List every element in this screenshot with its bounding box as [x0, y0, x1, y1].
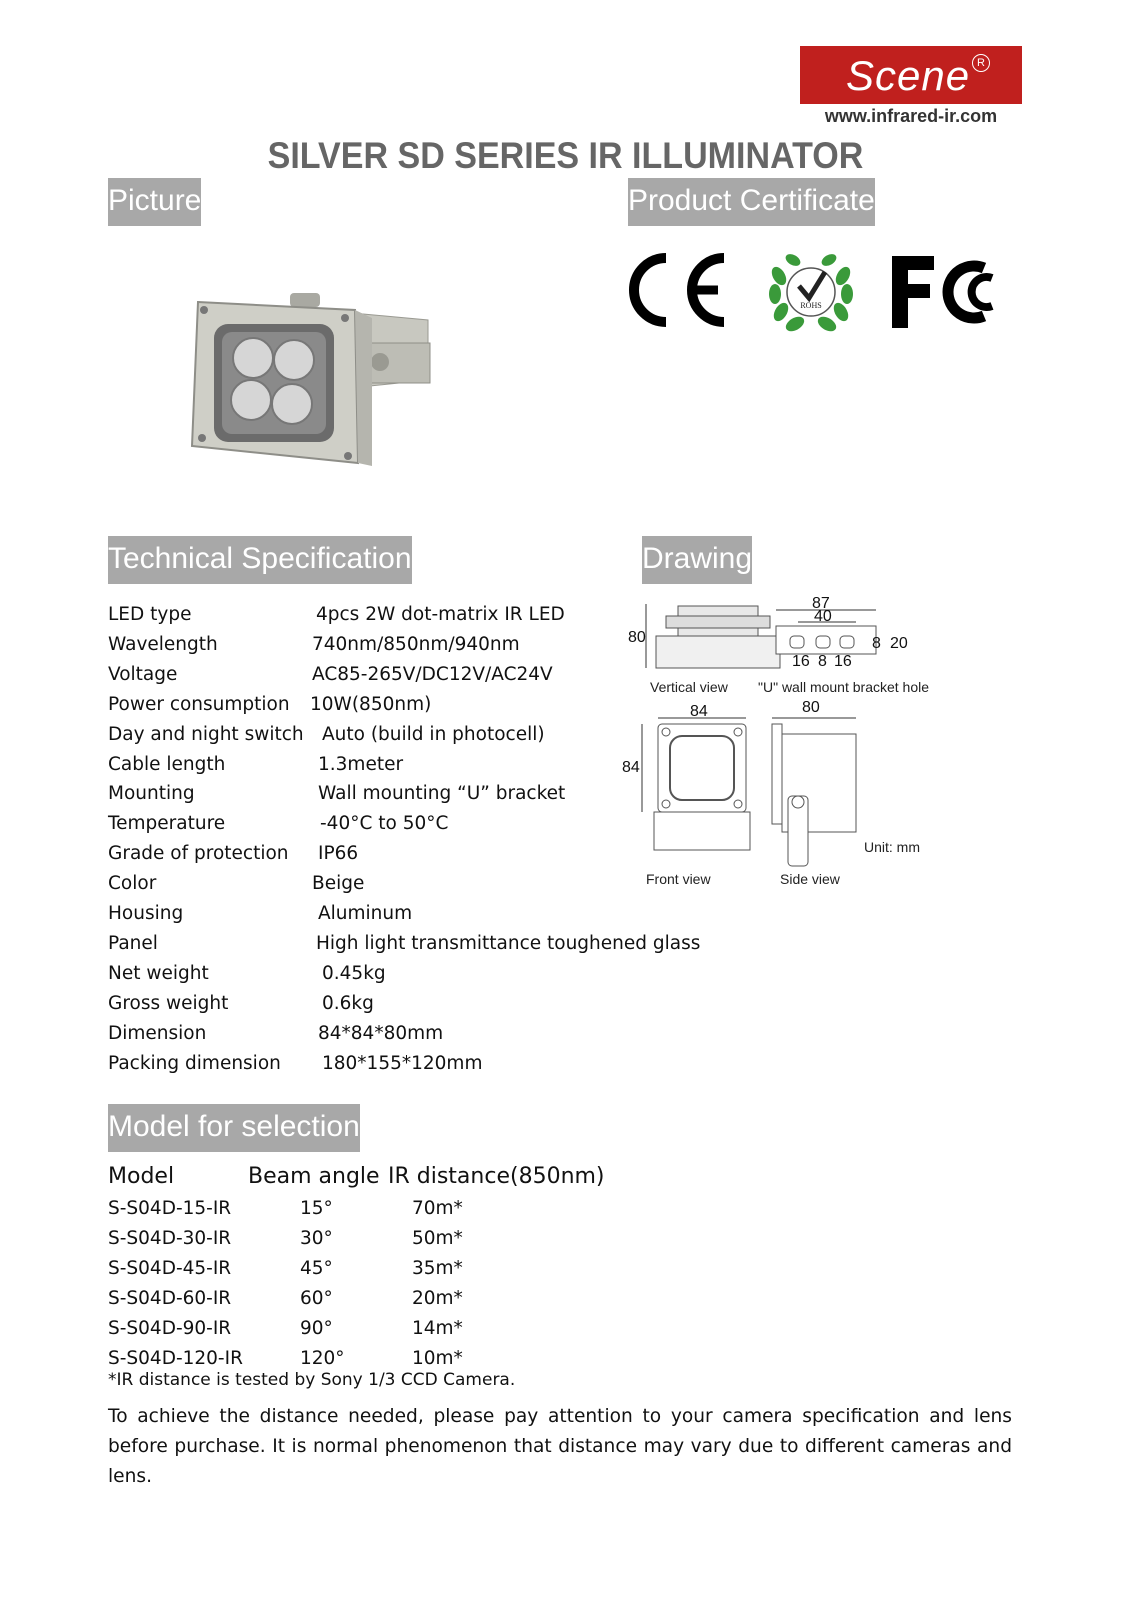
spec-label: Power consumption [108, 693, 290, 715]
model-header: IR distance(850nm) [388, 1164, 605, 1189]
spec-label: Cable length [108, 753, 226, 775]
spec-value: 180*155*120mm [322, 1052, 483, 1074]
model-name: S-S04D-60-IR [108, 1287, 232, 1309]
spec-value: Wall mounting “U” bracket [318, 783, 566, 805]
ir-distance: 50m* [412, 1227, 463, 1249]
spec-value: -40°C to 50°C [320, 813, 449, 835]
model-header: Beam angle [248, 1164, 380, 1189]
page-title: SILVER SD SERIES IR ILLUMINATOR [267, 135, 864, 176]
model-name: S-S04D-120-IR [108, 1347, 243, 1369]
dim-bracket-s3: 16 [834, 653, 852, 670]
beam-angle: 90° [300, 1317, 333, 1339]
label-front-view: Front view [646, 871, 711, 887]
spec-label: Mounting [108, 783, 195, 805]
section-certificate: Product Certificate [628, 178, 875, 226]
spec-label: LED type [108, 604, 192, 625]
spec-label: Packing dimension [108, 1052, 281, 1074]
paragraph: To achieve the distance needed, please pay attention to your camera specification and lens before purchase. It is normal phenomenon that distance may vary due to different cameras and lens. [108, 1406, 1012, 1487]
spec-value: 0.45kg [322, 962, 386, 984]
dim-bracket-s2: 8 [818, 653, 827, 670]
spec-value: Aluminum [318, 903, 413, 924]
dim-vertical-height: 80 [628, 629, 646, 646]
brand-url: www.infrared-ir.com [824, 106, 998, 126]
ir-distance: 10m* [412, 1347, 463, 1369]
spec-value: 740nm/850nm/940nm [312, 633, 520, 655]
registered-mark: R [972, 54, 990, 72]
beam-angle: 15° [300, 1198, 333, 1219]
beam-angle: 120° [300, 1347, 345, 1369]
spec-value: Auto (build in photocell) [322, 723, 545, 745]
dim-bracket-s1: 16 [792, 653, 810, 670]
spec-label: Temperature [108, 813, 226, 835]
spec-value: High light transmittance toughened glass [316, 932, 701, 954]
rohs-mark-icon [765, 246, 857, 334]
spec-value: Beige [312, 873, 365, 895]
dim-bracket-h2: 20 [890, 635, 908, 652]
spec-value: 1.3meter [318, 753, 404, 775]
spec-value: 84*84*80mm [318, 1022, 444, 1044]
dim-front-height: 84 [622, 759, 640, 776]
spec-label: Color [108, 873, 157, 895]
model-name: S-S04D-45-IR [108, 1257, 232, 1279]
spec-label: Net weight [108, 962, 209, 984]
spec-value: 10W(850nm) [310, 693, 432, 715]
spec-label: Voltage [108, 663, 178, 685]
spec-value: AC85-265V/DC12V/AC24V [312, 663, 553, 685]
spec-label: Housing [108, 903, 184, 924]
rohs-text: ROHS [800, 301, 822, 310]
dim-bracket-h1: 8 [872, 635, 881, 652]
spec-label: Grade of protection [108, 843, 289, 865]
ir-distance: 14m* [412, 1317, 463, 1339]
label-vertical-view: Vertical view [650, 679, 728, 695]
brand-logo: Scene [846, 52, 971, 99]
spec-label: Gross weight [108, 992, 229, 1014]
beam-angle: 30° [300, 1227, 333, 1249]
spec-label: Day and night switch [108, 723, 304, 745]
spec-value: 4pcs 2W dot-matrix IR LED [316, 604, 565, 625]
section-tech-spec: Technical Specification [108, 536, 412, 584]
model-name: S-S04D-15-IR [108, 1198, 232, 1219]
ir-distance: 20m* [412, 1287, 463, 1309]
dim-bracket-width: 87 [812, 595, 830, 612]
model-header: Model [108, 1164, 175, 1189]
spec-label: Wavelength [108, 633, 218, 655]
model-name: S-S04D-30-IR [108, 1227, 232, 1249]
dim-side-depth: 80 [802, 699, 820, 716]
dim-front-width: 84 [690, 703, 708, 720]
spec-value: IP66 [318, 843, 359, 865]
model-name: S-S04D-90-IR [108, 1317, 232, 1339]
spec-value: 0.6kg [322, 992, 374, 1014]
beam-angle: 45° [300, 1257, 333, 1279]
fcc-mark-icon [888, 252, 1008, 332]
spec-label: Panel [108, 932, 158, 954]
section-picture: Picture [108, 178, 201, 226]
spec-label: Dimension [108, 1022, 207, 1044]
section-drawing: Drawing [642, 536, 752, 584]
label-unit: Unit: mm [864, 839, 920, 855]
label-side-view: Side view [780, 871, 840, 887]
ce-mark-icon [620, 250, 730, 330]
label-bracket-hole: "U" wall mount bracket hole [758, 679, 930, 695]
beam-angle: 60° [300, 1287, 333, 1309]
dim-bracket-inner: 40 [814, 608, 832, 625]
ir-distance: 35m* [412, 1257, 463, 1279]
technical-drawing [622, 595, 1008, 916]
section-models: Model for selection [108, 1104, 360, 1152]
product-image [180, 288, 450, 498]
footnote: *IR distance is tested by Sony 1/3 CCD Camera. [108, 1370, 516, 1390]
ir-distance: 70m* [412, 1198, 463, 1219]
